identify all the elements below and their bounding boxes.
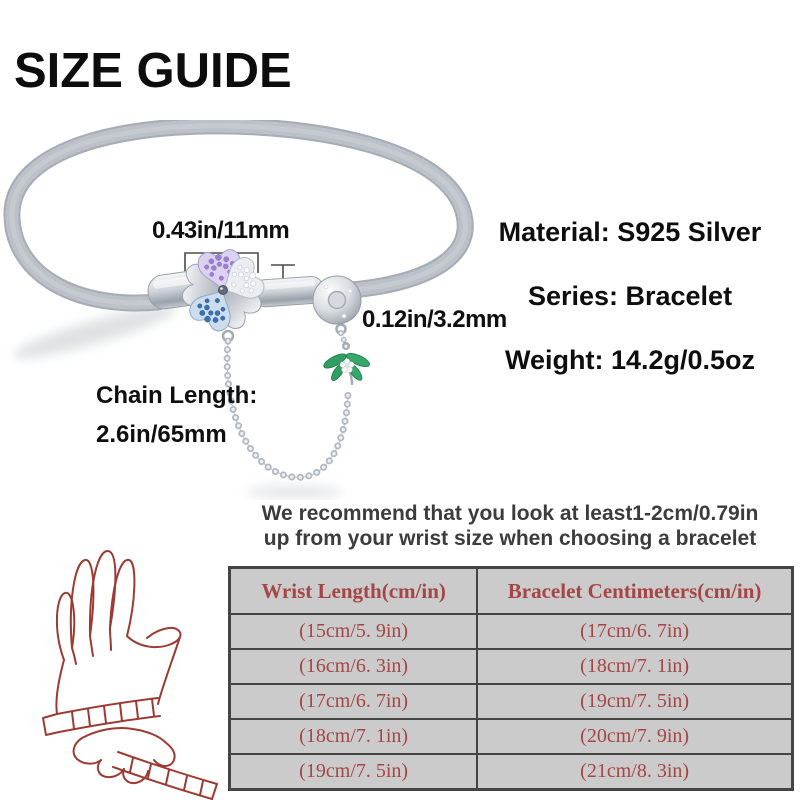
series-detail: Series: Bracelet (527, 281, 733, 311)
band-thickness-annotation: 0.12in/3.2mm (362, 306, 507, 333)
recommendation-note (244, 501, 776, 551)
product-details (478, 216, 782, 376)
hand-measuring-wrist-illustration (20, 540, 240, 800)
wrist-length-cell: (18cm/7. 1in) (230, 719, 478, 754)
weight-detail: Weight: 14.2g/0.5oz (504, 345, 756, 375)
table-row (230, 719, 793, 754)
flower-clasp-charm (181, 248, 268, 334)
chain-length-value: 2.6in/65mm (96, 421, 227, 448)
wrist-length-cell: (15cm/5. 9in) (230, 614, 478, 649)
table-row (230, 754, 793, 790)
page-title: SIZE GUIDE (14, 43, 292, 98)
table-row (230, 684, 793, 719)
wrist-length-header: Wrist Length(cm/in) (230, 568, 478, 615)
bracelet-size-cell: (21cm/8. 3in) (477, 754, 792, 790)
bracelet-size-cell: (19cm/7. 5in) (477, 684, 792, 719)
chain-length-label: Chain Length: (96, 382, 258, 409)
stopper-bead-charm (313, 276, 361, 324)
wrist-length-cell: (19cm/7. 5in) (230, 754, 478, 790)
wrist-length-cell: (17cm/6. 7in) (230, 684, 478, 719)
table-row (230, 649, 793, 684)
dragonfly-charm-icon (322, 343, 371, 384)
bracelet-size-cell: (17cm/6. 7in) (477, 614, 792, 649)
recommendation-line-1: We recommend that you look at least1-2cm/0.79in (261, 502, 759, 525)
material-detail: Material: S925 Silver (498, 217, 762, 247)
bracelet-size-header: Bracelet Centimeters(cm/in) (477, 568, 792, 615)
recommendation-line-2: up from your wrist size when choosing a bracelet (263, 527, 757, 550)
bracelet-size-cell: (18cm/7. 1in) (477, 649, 792, 684)
size-table-header-row (230, 568, 793, 615)
wrist-length-cell: (16cm/6. 3in) (230, 649, 478, 684)
clasp-width-annotation: 0.43in/11mm (152, 217, 290, 244)
table-row (230, 614, 793, 649)
bracelet-size-cell: (20cm/7. 9in) (477, 719, 792, 754)
hand-line-drawing (20, 540, 240, 800)
size-table (228, 566, 794, 791)
